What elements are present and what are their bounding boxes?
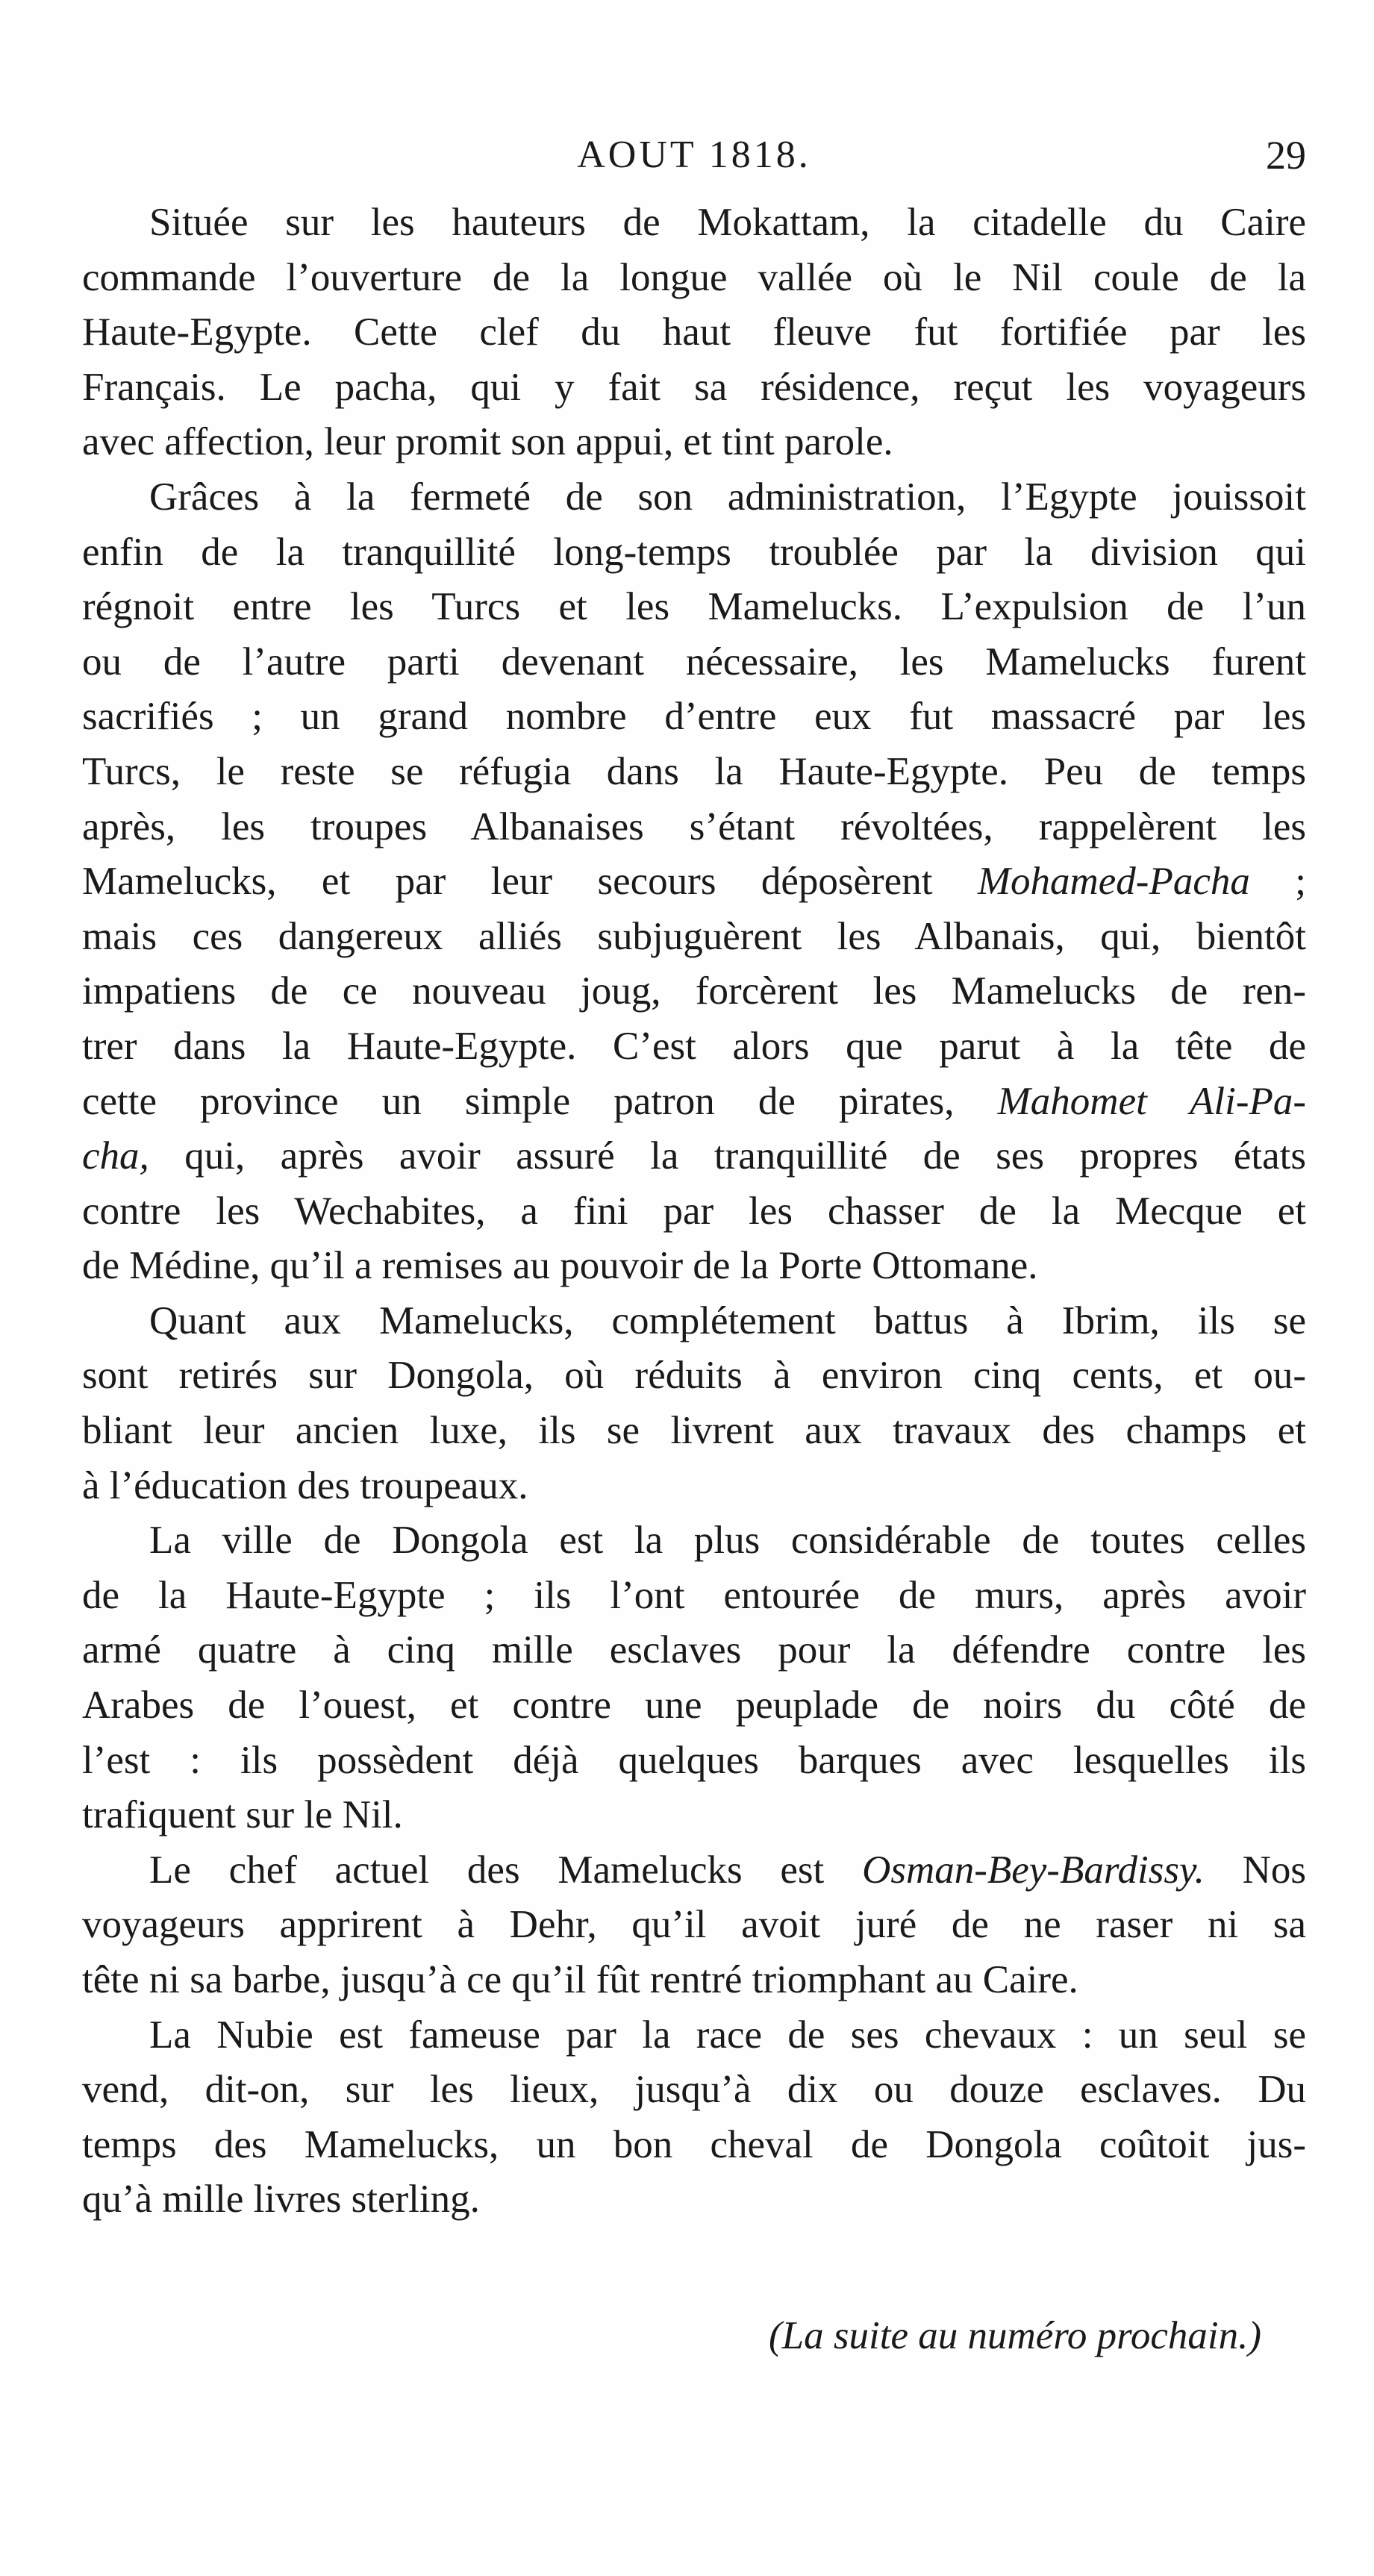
- text-line: l’est : ils possèdent déjà quelques barques avec lesquelles ils: [82, 1738, 1306, 1782]
- text-line: temps des Mamelucks, un bon cheval de Dongola coûtoit jus-: [82, 2122, 1306, 2166]
- italic-name: Mohamed-Pacha: [977, 860, 1250, 904]
- text-line: qu’à mille livres sterling.: [82, 2178, 480, 2222]
- paragraph-dongola: [82, 1513, 1306, 1843]
- text-line: [82, 1843, 1306, 1898]
- text-line: commande l’ouverture de la longue vallée où le Nil coule de la: [82, 255, 1306, 299]
- text-line: [82, 1075, 1306, 1130]
- text-segment: Le chef actuel des Mamelucks est: [149, 1848, 863, 1892]
- text-line: avec affection, leur promit son appui, et tint parole.: [82, 420, 893, 464]
- text-line: [82, 1129, 1306, 1184]
- text-line: sacrifiés ; un grand nombre d’entre eux fut massacré par les: [82, 695, 1306, 739]
- text-line: Grâces à la fermeté de son administration, l’Egypte jouissoit: [149, 475, 1306, 519]
- text-line: contre les Wechabites, a fini par les chasser de la Mecque et: [82, 1189, 1306, 1233]
- text-line: Français. Le pacha, qui y fait sa résidence, reçut les voyageurs: [82, 365, 1306, 409]
- text-line: ou de l’autre parti devenant nécessaire, les Mamelucks furent: [82, 640, 1306, 684]
- text-line: Haute-Egypte. Cette clef du haut fleuve fut fortifiée par les: [82, 310, 1306, 354]
- text-line: Quant aux Mamelucks, complétement battus à Ibrim, ils se: [149, 1298, 1306, 1342]
- text-line: trafiquent sur le Nil.: [82, 1793, 403, 1837]
- text-segment: Mamelucks, et par leur secours déposèrent: [82, 860, 978, 904]
- text-line: enfin de la tranquillité long-temps troublée par la division qui: [82, 530, 1306, 574]
- text-segment: Nos: [1204, 1848, 1307, 1892]
- text-line: sont retirés sur Dongola, où réduits à environ cinq cents, et ou-: [82, 1354, 1306, 1398]
- paragraph-mamelucks: [82, 1294, 1306, 1513]
- italic-name: Mahomet Ali-Pa-: [997, 1079, 1307, 1123]
- text-line: Située sur les hauteurs de Mokattam, la citadelle du Caire: [149, 201, 1306, 244]
- page-number: 29: [1266, 133, 1306, 178]
- text-line: après, les troupes Albanaises s’étant révoltées, rappelèrent les: [82, 804, 1306, 848]
- running-head: AOUT 1818.: [577, 134, 811, 176]
- paragraph-administration: [82, 470, 1306, 1294]
- text-line: mais ces dangereux alliés subjuguèrent les Albanais, qui, bientôt: [82, 914, 1306, 958]
- paragraph-citadel: [82, 196, 1306, 470]
- text-line: de la Haute-Egypte ; ils l’ont entourée de murs, après avoir: [82, 1573, 1306, 1617]
- italic-name: Osman-Bey-Bardissy.: [862, 1848, 1205, 1892]
- body-text: [82, 196, 1306, 2228]
- page-header: [82, 125, 1306, 185]
- text-line: La Nubie est fameuse par la race de ses chevaux : un seul se: [149, 2013, 1306, 2057]
- text-line: La ville de Dongola est la plus considérable de toutes celles: [149, 1519, 1306, 1563]
- text-line: de Médine, qu’il a remises au pouvoir de la Porte Ottomane.: [82, 1244, 1038, 1288]
- paragraph-chief: [82, 1843, 1306, 2008]
- italic-name: cha,: [82, 1134, 149, 1178]
- text-line: à l’éducation des troupeaux.: [82, 1463, 528, 1507]
- text-line: vend, dit-on, sur les lieux, jusqu’à dix ou douze esclaves. Du: [82, 2068, 1306, 2112]
- text-line: Arabes de l’ouest, et contre une peuplade de noirs du côté de: [82, 1684, 1306, 1728]
- text-line: bliant leur ancien luxe, ils se livrent aux travaux des champs et: [82, 1409, 1306, 1453]
- text-segment: cette province un simple patron de pirates,: [82, 1079, 998, 1123]
- text-line: trer dans la Haute-Egypte. C’est alors que parut à la tête de: [82, 1024, 1306, 1068]
- continuation-note: (La suite au numéro prochain.): [769, 2314, 1261, 2357]
- text-line: voyageurs apprirent à Dehr, qu’il avoit juré de ne raser ni sa: [82, 1903, 1306, 1947]
- text-segment: qui, après avoir assuré la tranquillité de ses propres états: [149, 1134, 1306, 1178]
- text-line: [82, 854, 1306, 910]
- text-line: Turcs, le reste se réfugia dans la Haute-Egypte. Peu de temps: [82, 749, 1306, 793]
- text-line: impatiens de ce nouveau joug, forcèrent les Mamelucks de ren-: [82, 969, 1306, 1013]
- paragraph-horses: [82, 2008, 1306, 2228]
- text-segment: ;: [1249, 860, 1306, 904]
- text-line: tête ni sa barbe, jusqu’à ce qu’il fût rentré triomphant au Caire.: [82, 1958, 1078, 2001]
- text-line: régnoit entre les Turcs et les Mamelucks. L’expulsion de l’un: [82, 585, 1306, 629]
- text-line: armé quatre à cinq mille esclaves pour la défendre contre les: [82, 1628, 1306, 1672]
